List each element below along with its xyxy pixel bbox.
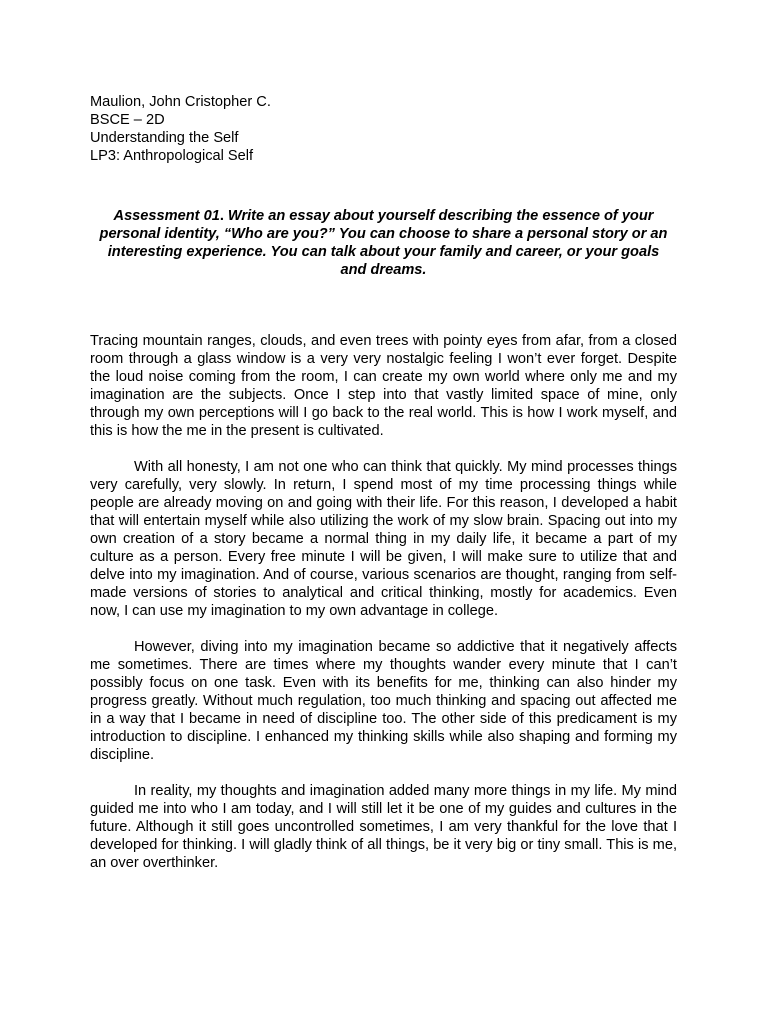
essay-paragraph-1: Tracing mountain ranges, clouds, and even trees with pointy eyes from afar, from a closed room through a glass window is a very very nostalgic feeling I won’t ever forget. Despite the loud noise coming from the room, I can create my own world where only me and my imagination are the subjects. Once I step into that vastly limited space of mine, only through my own perceptions will I go back to the real world. This is how I work myself, and this is how the me in the present is cultivated. — [90, 333, 677, 439]
header-block — [90, 93, 677, 165]
assessment-prompt-text: Write an essay about yourself describing the essence of your personal identity, “Who are you?” You can choose to share a personal story or an interesting experience. You can talk about your family and career, or your goals and dreams. — [99, 208, 668, 278]
essay-paragraph-3: However, diving into my imagination became so addictive that it negatively affects me sometimes. There are times where my thoughts wander every minute that I can’t possibly focus on one task. Even with its benefits for me, thinking can also hinder my progress greatly. Without much regulation, too much thinking and spacing out affected me in a way that I became in need of discipline too. The other side of this predicament is my introduction to discipline. I enhanced my thinking skills while also shaping and forming my discipline. — [90, 639, 677, 763]
essay-paragraph-4: In reality, my thoughts and imagination added many more things in my life. My mind guided me into who I am today, and I will still let it be one of my guides and cultures in the future. Although it still goes uncontrolled sometimes, I am very thankful for the love that I developed for thinking. I will gladly think of all things, be it very big or tiny small. This is me, an over overthinker. — [90, 783, 677, 871]
student-section: BSCE – 2D — [90, 112, 165, 128]
document-page — [90, 93, 677, 890]
assessment-separator: . — [219, 208, 224, 224]
lesson-title: LP3: Anthropological Self — [90, 148, 254, 164]
student-name: Maulion, John Cristopher C. — [90, 94, 271, 110]
essay-paragraph-2: With all honesty, I am not one who can think that quickly. My mind processes things very carefully, very slowly. In return, I spend most of my time processing things while people are already moving on and going with their life. For this reason, I developed a habit that will entertain myself while also utilizing the work of my slow brain. Spacing out into my own creation of a story became a normal thing in my daily life, it became a part of my culture as a person. Every free minute I will be given, I will make sure to utilize that and delve into my imagination. And of course, various scenarios are thought, ranging from self-made versions of stories to analytical and critical thinking, mostly for academics. Even now, I can use my imagination to my own advantage in college. — [90, 459, 677, 619]
essay-body — [90, 332, 677, 872]
assessment-label: Assessment 01 — [113, 208, 220, 224]
assessment-prompt — [90, 207, 677, 279]
course-title: Understanding the Self — [90, 130, 239, 146]
